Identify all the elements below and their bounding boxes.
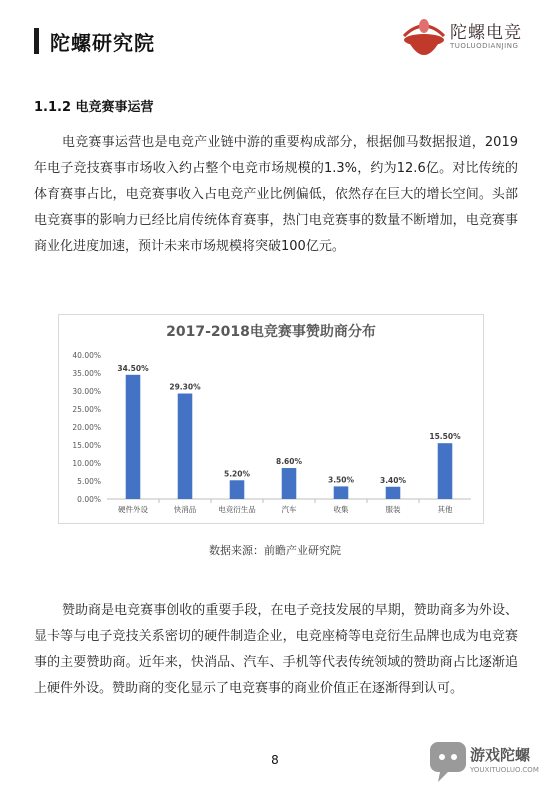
bar <box>438 443 453 499</box>
x-tick-label: 服装 <box>385 505 401 514</box>
header-accent-bar <box>34 28 39 54</box>
chart-title: 2017-2018电竞赛事赞助商分布 <box>166 324 376 340</box>
watermark-url: YOUXITUOLUO.COM <box>470 766 539 774</box>
y-tick-label: 40.00% <box>72 351 101 360</box>
y-tick-label: 5.00% <box>77 477 101 486</box>
watermark-name: 游戏陀螺 <box>470 746 531 764</box>
y-tick-label: 35.00% <box>72 369 101 378</box>
bar-data-label: 3.40% <box>379 475 407 485</box>
y-tick-label: 20.00% <box>72 423 101 432</box>
bar-data-label: 29.30% <box>169 382 201 392</box>
bar-data-label: 8.60% <box>275 457 303 467</box>
sponsor-chart <box>58 314 484 524</box>
x-tick-label: 其他 <box>437 505 453 514</box>
x-tick-label: 快消品 <box>173 505 197 514</box>
x-tick-label: 硬件外设 <box>118 505 148 514</box>
paragraph-sponsors: 赞助商是电竞赛事创收的重要手段，在电子竞技发展的早期，赞助商多为外设、显卡等与电子竞技关系密切的硬件制造企业，电竞座椅等电竞衍生品牌也成为电竞赛事的主要赞助商。近年来，快消品、汽车、手机等代表传统领域的赞助商占比逐渐追上硬件外设。赞助商的变化显示了电竞赛事的商业价值正在逐渐得到认可。 <box>34 603 518 696</box>
y-tick-label: 0.00% <box>77 495 101 504</box>
bar <box>178 394 193 499</box>
page-number: 8 <box>271 753 279 767</box>
bar-data-label: 15.50% <box>429 432 461 442</box>
page-header-title: 陀螺研究院 <box>50 31 155 55</box>
y-tick-label: 30.00% <box>72 387 101 396</box>
bar-data-label: 34.50% <box>117 363 149 373</box>
bar <box>386 487 401 499</box>
logo-name: 陀螺电竞 <box>450 23 522 43</box>
source-note: 数据来源：前瞻产业研究院 <box>209 544 341 557</box>
section-heading <box>34 96 154 115</box>
y-tick-label: 10.00% <box>72 459 101 468</box>
bar-data-label: 5.20% <box>223 469 251 479</box>
paragraph-intro: 电竞赛事运营也是电竞产业链中游的重要构成部分，根据伽马数据报道，2019年电子竞技赛事市场收入约占整个电竞市场规模的1.3%，约为12.6亿。对比传统的体育赛事占比，电竞赛事收入占电竞产业比例偏低，依然存在巨大的增长空间。头部电竞赛事的影响力已经比肩传统体育赛事，热门电竞赛事的数量不断增加，电竞赛事商业化进度加速，预计未来市场规模将突破100亿元。 <box>34 135 518 254</box>
x-tick-label: 电竞衍生品 <box>218 505 256 514</box>
y-tick-label: 15.00% <box>72 441 101 450</box>
x-tick-label: 汽车 <box>281 505 297 514</box>
y-tick-label: 25.00% <box>72 405 101 414</box>
logo-subtitle: TUOLUODIANJING <box>450 42 519 50</box>
bar <box>230 480 245 499</box>
bar <box>282 468 297 499</box>
bar-data-label: 3.50% <box>327 475 355 485</box>
bar <box>126 375 141 499</box>
x-tick-label: 收集 <box>333 505 349 514</box>
bar <box>334 486 349 499</box>
chart-plot <box>59 315 483 523</box>
section-title: 电竞赛事运营 <box>75 100 154 115</box>
section-number: 1.1.2 <box>34 100 72 115</box>
